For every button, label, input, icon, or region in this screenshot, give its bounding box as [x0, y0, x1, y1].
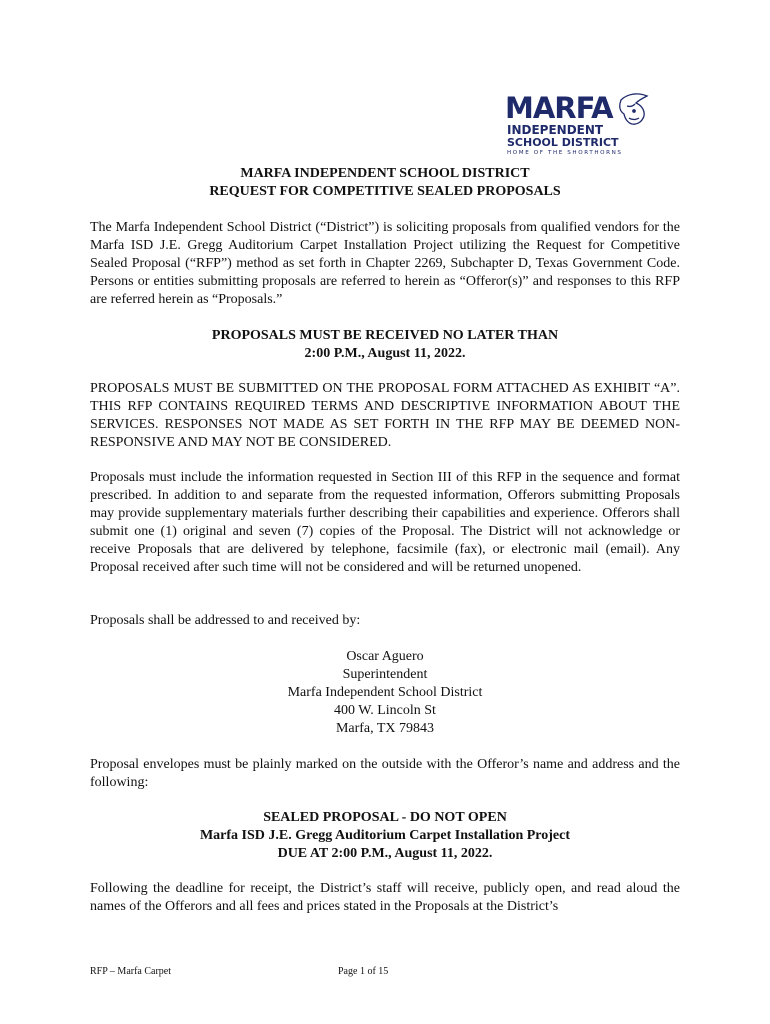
title-line-2: REQUEST FOR COMPETITIVE SEALED PROPOSALS	[209, 184, 561, 199]
address-intro: Proposals shall be addressed to and received by:	[90, 613, 361, 628]
address-city: Marfa, TX 79843	[335, 721, 435, 736]
envelope-line-3: DUE AT 2:00 P.M., August 11, 2022.	[277, 846, 493, 861]
envelope-marking	[90, 809, 680, 863]
envelope-line-2: Marfa ISD J.E. Gregg Auditorium Carpet Installation Project	[199, 828, 571, 843]
district-logo-graphic	[503, 92, 653, 156]
district-logo	[503, 92, 653, 156]
requirements-paragraph: Proposals must include the information requested in Section III of this RFP in the sequence and format prescribed. In addition to and separate from the requested information, Offerors submitting Proposals may provide supplementary materials further describing their capabilities and experience. Offerors shall submit one (1) original and seven (7) copies of the Proposal. The District will not acknowledge or receive Proposals that are delivered by telephone, facsimile (fax), or electronic mail (email). Any Proposal received after such time will not be considered and will be returned unopened.	[90, 470, 680, 575]
address-title: Superintendent	[342, 667, 428, 682]
logo-name: MARFA	[505, 92, 613, 125]
mailing-address	[90, 648, 680, 738]
logo-line1: INDEPENDENT	[507, 123, 604, 137]
intro-paragraph: The Marfa Independent School District (“District”) is soliciting proposals from qualified vendors for the Marfa ISD J.E. Gregg Auditorium Carpet Installation Project utilizing the Request for Competitive Sealed Proposal (“RFP”) method as set forth in Chapter 2269, Subchapter D, Texas Government Code. Persons or entities submitting proposals are referred to herein as “Offeror(s)” and responses to this RFP are referred herein as “Proposals.”	[90, 220, 680, 307]
shorthorn-icon	[620, 94, 647, 124]
envelope-line-1: SEALED PROPOSAL - DO NOT OPEN	[263, 810, 507, 825]
closing-paragraph: Following the deadline for receipt, the District’s staff will receive, publicly open, and read aloud the names of the Offerors and all fees and prices stated in the Proposals at the District’s	[90, 881, 680, 914]
envelope-intro: Proposal envelopes must be plainly marked on the outside with the Offeror’s name and address and the following:	[90, 757, 680, 790]
deadline-line-1: PROPOSALS MUST BE RECEIVED NO LATER THAN	[211, 328, 559, 343]
logo-tagline: HOME OF THE SHORTHORNS	[507, 150, 623, 156]
footer-document-label: RFP – Marfa Carpet	[90, 966, 172, 977]
logo-line2: SCHOOL DISTRICT	[507, 136, 619, 149]
title-line-1: MARFA INDEPENDENT SCHOOL DISTRICT	[240, 166, 530, 181]
deadline-notice	[90, 327, 680, 363]
address-name: Oscar Aguero	[346, 649, 424, 664]
address-street: 400 W. Lincoln St	[334, 703, 436, 718]
document-title	[90, 165, 680, 201]
address-org: Marfa Independent School District	[287, 685, 483, 700]
deadline-line-2: 2:00 P.M., August 11, 2022.	[304, 346, 466, 361]
footer-page-number: Page 1 of 15	[338, 966, 389, 977]
submission-notice: PROPOSALS MUST BE SUBMITTED ON THE PROPOSAL FORM ATTACHED AS EXHIBIT “A”. THIS RFP CONTAINS REQUIRED TERMS AND DESCRIPTIVE INFORMATION ABOUT THE SERVICES. RESPONSES NOT MADE AS SET FORTH IN THE RFP MAY BE DEEMED NON-RESPONSIVE AND MAY NOT BE CONSIDERED.	[90, 381, 680, 450]
